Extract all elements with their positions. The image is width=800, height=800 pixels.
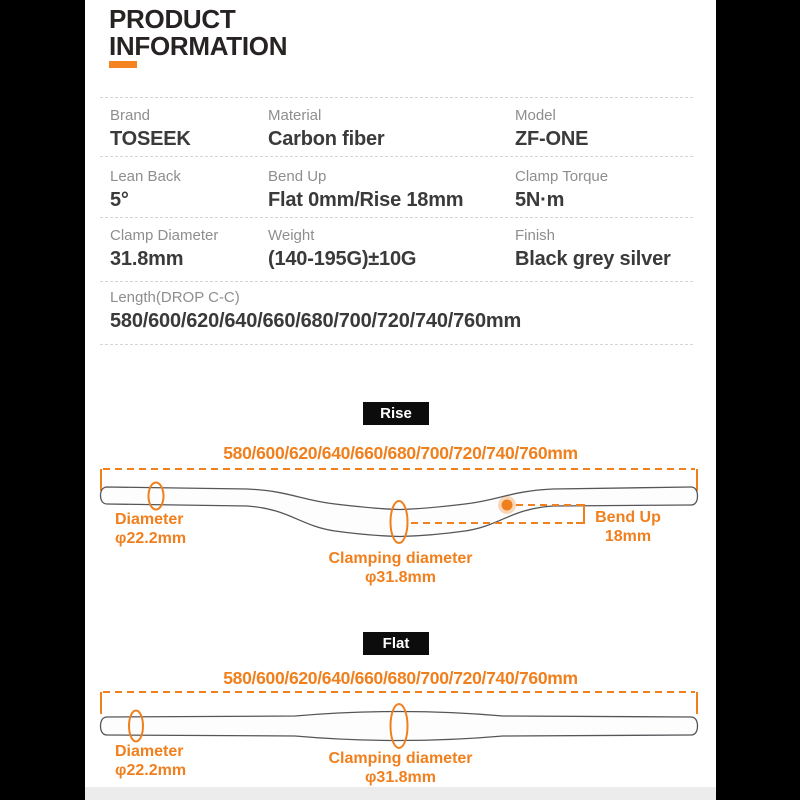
rise-clamping-diameter-line2: φ31.8mm [364,569,437,586]
spec-label-lean-back: Lean Back [110,168,181,185]
spec-label-material: Material [268,107,322,124]
flat-clamping-diameter-line2: φ31.8mm [364,769,437,786]
spec-value-length: 580/600/620/640/660/680/700/720/740/760mm [110,310,522,332]
rise-clamping-diameter-label [85,549,716,587]
spec-label-finish: Finish [515,227,556,244]
flat-grip-diameter-line1: Diameter [115,743,184,760]
page-title-line2: INFORMATION [109,31,288,61]
rise-grip-diameter-line2: φ22.2mm [115,530,187,547]
spec-label-weight: Weight [268,227,315,244]
spec-label-brand: Brand [110,107,151,124]
spec-value-lean-back: 5° [110,189,129,211]
bend-up-point [502,500,513,511]
spec-value-clamp-diameter: 31.8mm [110,248,184,270]
spec-label-clamp-torque: Clamp Torque [515,168,609,185]
bend-up-line2: 18mm [604,528,652,545]
spec-value-clamp-torque: 5N·m [515,189,565,211]
spec-value-material: Carbon fiber [268,128,385,150]
bend-up-line1: Bend Up [595,509,661,526]
flat-section-badge: Flat [363,632,429,655]
flat-diagram [101,692,698,748]
spec-value-finish: Black grey silver [515,248,671,270]
right-black-bar [716,0,800,800]
rise-section-badge: Rise [363,402,429,425]
flat-clamping-diameter-line1: Clamping diameter [328,750,473,767]
flat-clamping-diameter-label [85,749,716,787]
bottom-gray-strip [85,787,716,800]
spec-label-bend-up: Bend Up [268,168,327,185]
flat-grip-diameter-line2: φ22.2mm [115,762,187,779]
flat-handlebar-outline [101,712,698,741]
spec-value-brand: TOSEEK [110,128,191,150]
left-black-bar [0,0,85,800]
spec-label-model: Model [515,107,556,124]
flat-width-dimension-label: 580/600/620/640/660/680/700/720/740/760mm [223,668,578,688]
content-panel [85,0,716,800]
page-title-line1: PRODUCT [109,4,236,34]
rise-width-dimension-label: 580/600/620/640/660/680/700/720/740/760mm [223,443,578,463]
spec-label-length: Length(DROP C-C) [110,289,240,306]
rise-grip-diameter-label [115,510,186,548]
spec-value-weight: (140-195G)±10G [268,248,417,270]
spec-value-bend-up: Flat 0mm/Rise 18mm [268,189,464,211]
rise-grip-diameter-line1: Diameter [115,511,184,528]
spec-value-model: ZF-ONE [515,128,589,150]
bend-up-label [583,508,673,546]
rise-clamping-diameter-line1: Clamping diameter [328,550,473,567]
spec-label-clamp-diameter: Clamp Diameter [110,227,219,244]
